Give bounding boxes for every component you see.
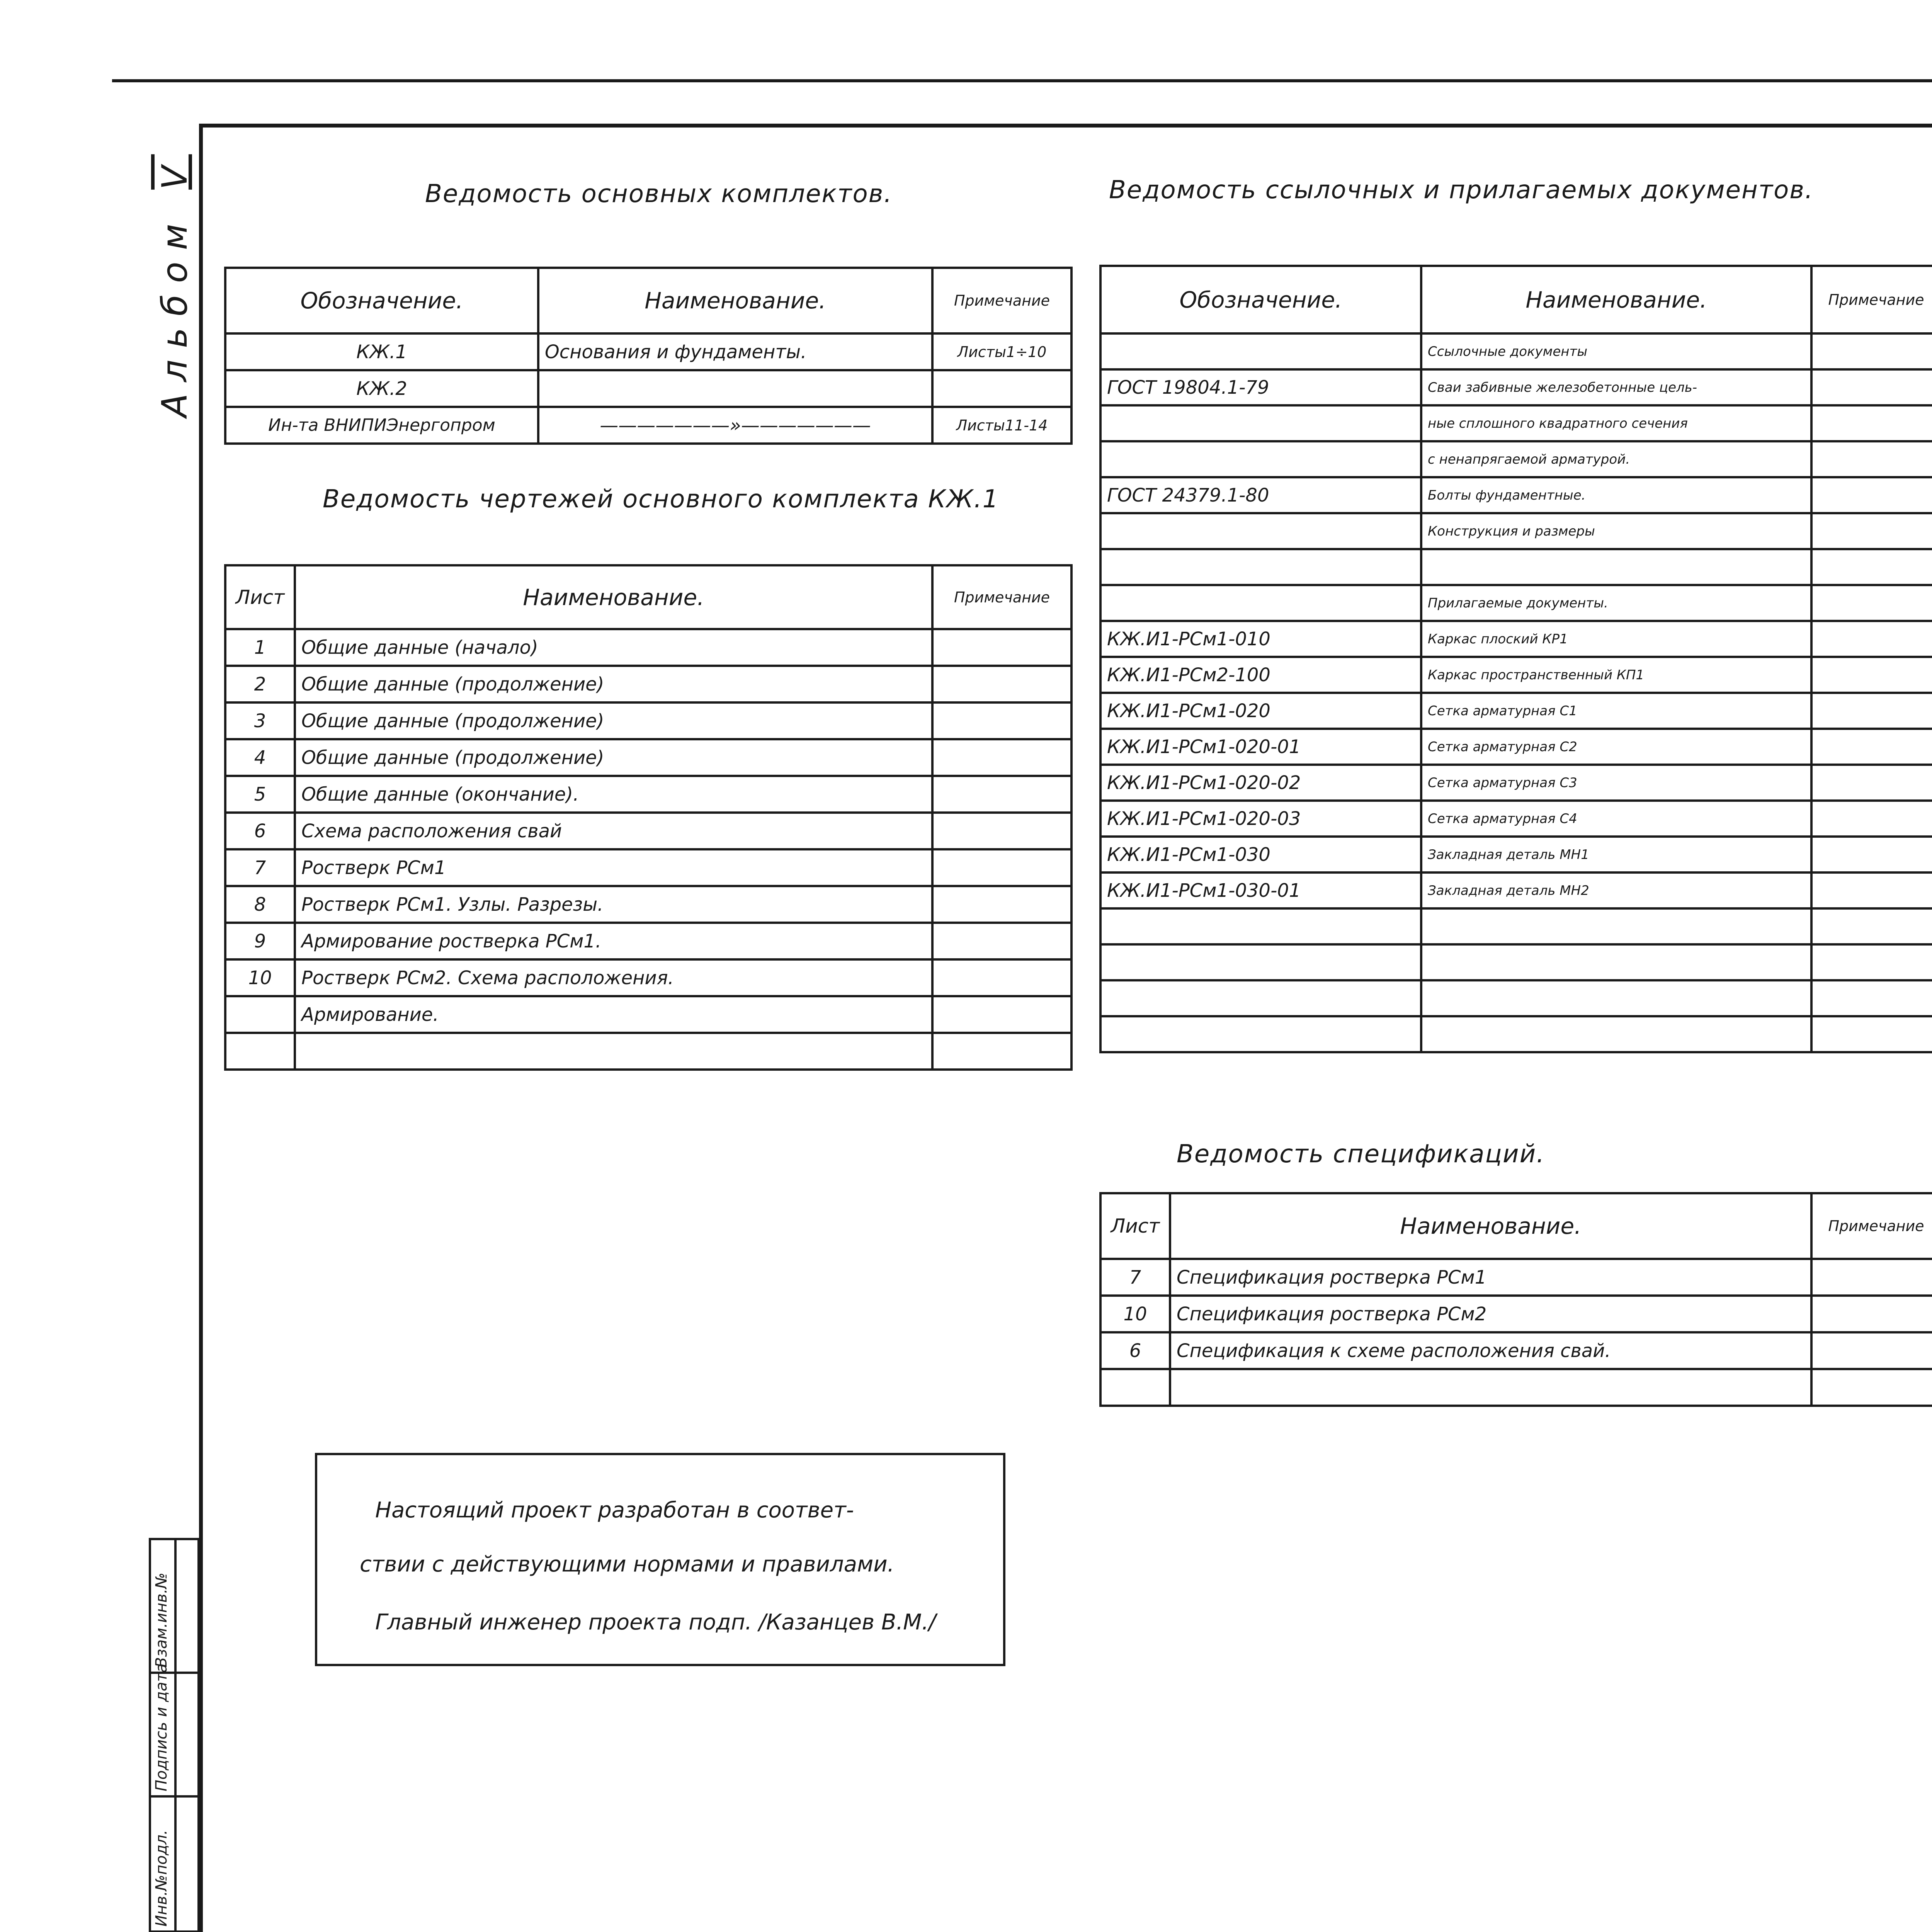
t2-header-name: Наименование.	[295, 565, 932, 629]
t4-cell: Спецификация ростверка РСм1	[1170, 1259, 1811, 1296]
t3-row	[1100, 944, 1932, 980]
t1-table	[224, 267, 1073, 445]
stamp-label-inv: Инв.№подл.	[153, 1830, 170, 1927]
t3-cell: Сетка арматурная С1	[1421, 693, 1811, 729]
t3-cell	[1811, 693, 1932, 729]
t3-row	[1100, 693, 1932, 729]
t4-cell: 10	[1100, 1296, 1170, 1332]
t2-cell	[932, 813, 1071, 849]
t4-row	[1100, 1259, 1932, 1296]
t3-row	[1100, 1016, 1932, 1052]
t2-cell: 4	[225, 739, 295, 776]
t3-cell	[1811, 1016, 1932, 1052]
t1-cell: КЖ.1	[225, 333, 538, 370]
t2-cell: Общие данные (начало)	[295, 629, 932, 666]
t3-cell	[1100, 585, 1421, 621]
t3-cell	[1421, 908, 1811, 944]
t3-cell: КЖ.И1-РСм1-020	[1100, 693, 1421, 729]
t3-cell	[1811, 908, 1932, 944]
t2-row	[225, 776, 1071, 813]
t1-cell: Листы11-14	[932, 407, 1071, 444]
t3-cell: Сетка арматурная С3	[1421, 765, 1811, 801]
t4-cell	[1811, 1259, 1932, 1296]
t3-row	[1100, 441, 1932, 477]
t1-cell: Ин-та ВНИПИЭнергопром	[225, 407, 538, 444]
t3-row	[1100, 980, 1932, 1016]
t1-cell: Листы1÷10	[932, 333, 1071, 370]
t3-cell	[1811, 729, 1932, 765]
t2-cell: Ростверк РСм1. Узлы. Разрезы.	[295, 886, 932, 923]
t2-cell: Общие данные (окончание).	[295, 776, 932, 813]
t3-header-designation: Обозначение.	[1100, 266, 1421, 333]
t3-cell: Каркас плоский КР1	[1421, 621, 1811, 657]
t3-table	[1099, 265, 1932, 1053]
t4-cell	[1811, 1296, 1932, 1332]
t3-cell	[1811, 405, 1932, 441]
t1-cell: Основания и фундаменты.	[538, 333, 932, 370]
t3-cell	[1100, 1016, 1421, 1052]
t2-cell: Общие данные (продолжение)	[295, 666, 932, 702]
t2-cell: 6	[225, 813, 295, 849]
t3-row	[1100, 513, 1932, 549]
side-stamp-strip	[149, 1538, 200, 1932]
t3-cell: КЖ.И1-РСм1-020-01	[1100, 729, 1421, 765]
t2-row	[225, 629, 1071, 666]
t2-header-sheet: Лист	[225, 565, 295, 629]
compliance-line3: Главный инженер проекта подп. /Казанцев В.М./	[375, 1610, 936, 1635]
t2-row	[225, 959, 1071, 996]
t2-cell: Армирование.	[295, 996, 932, 1033]
t4-cell: Спецификация ростверка РСм2	[1170, 1296, 1811, 1332]
t2-cell: Общие данные (продолжение)	[295, 739, 932, 776]
t3-cell: с ненапрягаемой арматурой.	[1421, 441, 1811, 477]
t2-row	[225, 996, 1071, 1033]
t4-cell: Спецификация к схеме расположения свай.	[1170, 1332, 1811, 1369]
t3-cell	[1811, 477, 1932, 513]
t2-table	[224, 564, 1073, 1071]
t3-cell	[1100, 333, 1421, 369]
t3-row	[1100, 585, 1932, 621]
t3-cell	[1811, 765, 1932, 801]
t3-cell: КЖ.И1-РСм2-100	[1100, 657, 1421, 693]
t3-row	[1100, 657, 1932, 693]
t3-cell	[1100, 980, 1421, 1016]
t1-cell	[932, 370, 1071, 407]
t3-cell	[1811, 657, 1932, 693]
stamp-label-sign: Подпись и дата	[153, 1663, 170, 1791]
t4-cell	[1811, 1332, 1932, 1369]
t3-cell: ные сплошного квадратного сечения	[1421, 405, 1811, 441]
t4-header-sheet: Лист	[1100, 1193, 1170, 1259]
t2-cell	[932, 996, 1071, 1033]
t2-cell	[225, 996, 295, 1033]
t2-row	[225, 886, 1071, 923]
t3-row	[1100, 477, 1932, 513]
t3-title: Ведомость ссылочных и прилагаемых документов.	[1109, 176, 1814, 204]
t4-row	[1100, 1296, 1932, 1332]
t2-cell	[932, 629, 1071, 666]
t2-cell	[932, 886, 1071, 923]
t2-cell: 10	[225, 959, 295, 996]
t2-cell	[932, 739, 1071, 776]
t2-row	[225, 702, 1071, 739]
t2-header-note: Примечание	[932, 565, 1071, 629]
t3-row	[1100, 908, 1932, 944]
t3-row	[1100, 872, 1932, 908]
t3-cell	[1811, 513, 1932, 549]
t3-cell	[1421, 980, 1811, 1016]
t2-cell: 2	[225, 666, 295, 702]
t3-cell: Сваи забивные железобетонные цель-	[1421, 369, 1811, 405]
t3-cell	[1421, 944, 1811, 980]
album-roman: V	[155, 154, 195, 190]
t1-header-name: Наименование.	[538, 268, 932, 333]
t4-row	[1100, 1369, 1932, 1406]
stamp-label-replace: Взам.инв.№	[153, 1572, 170, 1668]
t2-row	[225, 1033, 1071, 1070]
t3-cell	[1811, 801, 1932, 837]
t3-row	[1100, 405, 1932, 441]
t3-header-name: Наименование.	[1421, 266, 1811, 333]
t3-cell	[1100, 908, 1421, 944]
t2-cell: 8	[225, 886, 295, 923]
t3-row	[1100, 549, 1932, 585]
album-label	[155, 154, 195, 417]
t4-row	[1100, 1332, 1932, 1369]
t3-cell	[1421, 549, 1811, 585]
t3-cell: Закладная деталь МН2	[1421, 872, 1811, 908]
t2-row	[225, 813, 1071, 849]
t2-title: Ведомость чертежей основного комплекта КЖ.1	[323, 485, 999, 514]
t3-cell: КЖ.И1-РСм1-010	[1100, 621, 1421, 657]
t2-cell	[932, 776, 1071, 813]
t3-cell: Конструкция и размеры	[1421, 513, 1811, 549]
t2-row	[225, 739, 1071, 776]
t3-cell	[1811, 980, 1932, 1016]
t4-cell	[1811, 1369, 1932, 1406]
t3-cell: Болты фундаментные.	[1421, 477, 1811, 513]
t3-cell	[1811, 333, 1932, 369]
t3-cell: Сетка арматурная С2	[1421, 729, 1811, 765]
t3-cell: Ссылочные документы	[1421, 333, 1811, 369]
t3-cell	[1100, 513, 1421, 549]
t3-cell: ГОСТ 24379.1-80	[1100, 477, 1421, 513]
t1-header-note: Примечание	[932, 268, 1071, 333]
t4-cell	[1170, 1369, 1811, 1406]
t4-cell: 6	[1100, 1332, 1170, 1369]
t1-cell: ———————»———————	[538, 407, 932, 444]
t3-cell: Каркас пространственный КП1	[1421, 657, 1811, 693]
t3-cell: ГОСТ 19804.1-79	[1100, 369, 1421, 405]
t2-cell	[932, 923, 1071, 959]
t2-cell: Армирование ростверка РСм1.	[295, 923, 932, 959]
compliance-line1: Настоящий проект разработан в соответ-	[375, 1498, 854, 1523]
t2-row	[225, 923, 1071, 959]
t2-cell: 1	[225, 629, 295, 666]
t3-cell: КЖ.И1-РСм1-020-03	[1100, 801, 1421, 837]
t3-row	[1100, 837, 1932, 872]
t2-cell	[932, 849, 1071, 886]
strip-divider	[174, 1540, 177, 1930]
t3-header-note: Примечание	[1811, 266, 1932, 333]
compliance-line2: ствии с действующими нормами и правилами.	[360, 1552, 895, 1577]
t3-cell	[1100, 944, 1421, 980]
t3-cell	[1811, 585, 1932, 621]
t4-table	[1099, 1192, 1932, 1407]
t2-cell: Ростверк РСм2. Схема расположения.	[295, 959, 932, 996]
t4-title: Ведомость спецификаций.	[1177, 1140, 1545, 1168]
t4-cell	[1100, 1369, 1170, 1406]
t3-row	[1100, 333, 1932, 369]
t1-header-designation: Обозначение.	[225, 268, 538, 333]
t4-header-name: Наименование.	[1170, 1193, 1811, 1259]
t3-row	[1100, 729, 1932, 765]
t3-cell	[1811, 549, 1932, 585]
t3-cell	[1100, 549, 1421, 585]
t3-row	[1100, 621, 1932, 657]
t2-cell: 3	[225, 702, 295, 739]
t2-cell	[932, 666, 1071, 702]
t3-cell	[1811, 944, 1932, 980]
t3-cell: КЖ.И1-РСм1-030-01	[1100, 872, 1421, 908]
t3-cell	[1811, 872, 1932, 908]
t3-cell	[1811, 369, 1932, 405]
t3-row	[1100, 369, 1932, 405]
t2-cell	[932, 1033, 1071, 1070]
t3-cell: Прилагаемые документы.	[1421, 585, 1811, 621]
t1-cell	[538, 370, 932, 407]
t2-cell: 5	[225, 776, 295, 813]
strip-divider	[151, 1795, 197, 1798]
t3-cell	[1811, 441, 1932, 477]
t2-cell	[932, 959, 1071, 996]
t3-row	[1100, 801, 1932, 837]
t1-cell: КЖ.2	[225, 370, 538, 407]
t2-cell: 7	[225, 849, 295, 886]
t2-cell: 9	[225, 923, 295, 959]
t2-cell	[225, 1033, 295, 1070]
t3-cell: КЖ.И1-РСм1-030	[1100, 837, 1421, 872]
t2-cell: Общие данные (продолжение)	[295, 702, 932, 739]
t2-cell	[932, 702, 1071, 739]
t2-row	[225, 849, 1071, 886]
top-trim-line	[112, 79, 1932, 82]
t3-cell	[1100, 441, 1421, 477]
t2-row	[225, 666, 1071, 702]
t1-title: Ведомость основных комплектов.	[425, 180, 893, 208]
t3-row	[1100, 765, 1932, 801]
t3-cell	[1100, 405, 1421, 441]
t3-cell	[1811, 621, 1932, 657]
t4-header-note: Примечание	[1811, 1193, 1932, 1259]
t2-cell	[295, 1033, 932, 1070]
album-text: Альбом	[155, 212, 195, 417]
t3-cell	[1421, 1016, 1811, 1052]
t3-cell: КЖ.И1-РСм1-020-02	[1100, 765, 1421, 801]
t4-cell: 7	[1100, 1259, 1170, 1296]
t2-cell: Ростверк РСм1	[295, 849, 932, 886]
t3-cell	[1811, 837, 1932, 872]
t3-cell: Сетка арматурная С4	[1421, 801, 1811, 837]
t3-cell: Закладная деталь МН1	[1421, 837, 1811, 872]
compliance-note	[315, 1453, 1005, 1666]
t2-cell: Схема расположения свай	[295, 813, 932, 849]
